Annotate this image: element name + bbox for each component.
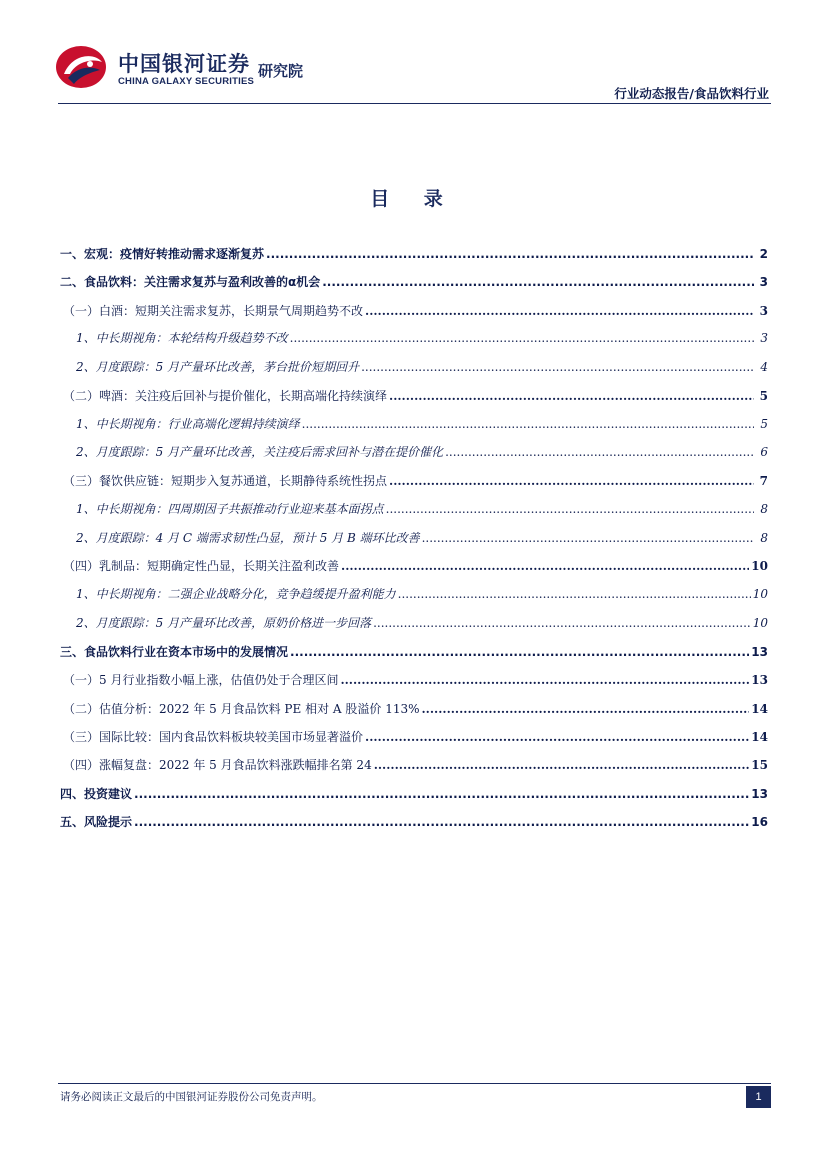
- toc-entry[interactable]: [60, 812, 768, 830]
- toc-leader-dots: [389, 473, 754, 489]
- toc-entry[interactable]: [60, 699, 768, 717]
- toc-leader-dots: [386, 501, 754, 517]
- toc-entry-title: 1、中长期视角：行业高端化逻辑持续演绎: [76, 417, 300, 431]
- report-type-label: 行业动态报告/食品饮料行业: [614, 86, 769, 101]
- toc-entry-page: 15: [751, 758, 768, 772]
- toc-entry-title: （四）涨幅复盘：2022 年 5 月食品饮料涨跌幅排名第 24: [63, 758, 372, 772]
- toc-leader-dots: [290, 330, 754, 346]
- toc-entry[interactable]: [60, 499, 768, 517]
- toc-leader-dots: [398, 586, 751, 602]
- toc-entry-title: （三）国际比较：国内食品饮料板块较美国市场显著溢价: [63, 730, 364, 744]
- toc-leader-dots: [341, 558, 749, 574]
- toc-entry[interactable]: [60, 528, 768, 546]
- toc-entry-page: 4: [760, 360, 768, 374]
- toc-entry[interactable]: [60, 244, 768, 262]
- toc-leader-dots: [134, 814, 749, 830]
- toc-entry-title: 四、投资建议: [60, 787, 133, 801]
- page-number-badge: 1: [746, 1086, 771, 1108]
- toc-entry-page: 5: [759, 389, 768, 403]
- toc-entry[interactable]: [60, 584, 768, 602]
- toc-entry-page: 3: [760, 331, 768, 345]
- toc-entry-page: 6: [760, 445, 768, 459]
- toc-entry[interactable]: [60, 471, 768, 489]
- toc-entry-title: 一、宏观：疫情好转推动需求逐渐复苏: [60, 247, 265, 261]
- header-divider: [58, 103, 771, 104]
- toc-leader-dots: [422, 530, 754, 546]
- footer-disclaimer: 请务必阅读正文最后的中国银河证券股份公司免责声明。: [60, 1091, 323, 1103]
- toc-entry-title: 2、月度跟踪：5 月产量环比改善，茅台批价短期回升: [76, 360, 360, 374]
- toc-leader-dots: [365, 303, 754, 319]
- toc-entry[interactable]: [60, 357, 768, 375]
- toc-leader-dots: [389, 388, 754, 404]
- toc-entry-title: （一）5 月行业指数小幅上涨，估值仍处于合理区间: [63, 673, 339, 687]
- toc-entry-page: 5: [760, 417, 768, 431]
- toc-entry-page: 13: [751, 645, 768, 659]
- toc-entry-title: 二、食品饮料：关注需求复苏与盈利改善的α机会: [60, 275, 321, 289]
- toc-leader-dots: [445, 444, 754, 460]
- toc-entry-title: 1、中长期视角：二强企业战略分化，竞争趋缓提升盈利能力: [76, 587, 396, 601]
- toc-entry-title: 五、风险提示: [60, 815, 133, 829]
- logo-english-name: CHINA GALAXY SECURITIES: [118, 76, 255, 87]
- toc-entry[interactable]: [60, 670, 768, 688]
- toc-entry[interactable]: [60, 755, 768, 773]
- toc-entry[interactable]: [60, 556, 768, 574]
- galaxy-logo-icon: [54, 44, 108, 90]
- toc-leader-dots: [374, 757, 750, 773]
- toc-leader-dots: [373, 615, 751, 631]
- toc-entry-title: （四）乳制品：短期确定性凸显，长期关注盈利改善: [63, 559, 340, 573]
- toc-entry-page: 8: [760, 531, 768, 545]
- toc-entry-title: （二）啤酒：关注疫后回补与提价催化，长期高端化持续演绎: [63, 389, 388, 403]
- toc-leader-dots: [302, 416, 754, 432]
- toc-entry[interactable]: [60, 613, 768, 631]
- toc-entry-page: 13: [751, 673, 768, 687]
- toc-entry[interactable]: [60, 328, 768, 346]
- toc-entry[interactable]: [60, 442, 768, 460]
- toc-entry-title: （一）白酒：短期关注需求复苏，长期景气周期趋势不改: [63, 304, 364, 318]
- toc-entry-title: 三、食品饮料行业在资本市场中的发展情况: [60, 645, 289, 659]
- toc-entry-page: 14: [751, 702, 768, 716]
- toc-entry-title: 2、月度跟踪：5 月产量环比改善，原奶价格进一步回落: [76, 616, 372, 630]
- toc-entry[interactable]: [60, 784, 768, 802]
- toc-entry-page: 2: [759, 247, 768, 261]
- toc-entry-title: 2、月度跟踪：4 月 C 端需求韧性凸显，预计 5 月 B 端环比改善: [76, 531, 420, 545]
- logo-chinese-name: 中国银河证券: [118, 52, 250, 76]
- toc-leader-dots: [290, 644, 749, 660]
- toc-entry[interactable]: [60, 414, 768, 432]
- toc-leader-dots: [322, 274, 754, 290]
- toc-entry-page: 7: [759, 474, 768, 488]
- toc-entry-title: 1、中长期视角：四周期因子共振推动行业迎来基本面拐点: [76, 502, 384, 516]
- toc-entry[interactable]: [60, 727, 768, 745]
- toc-entry[interactable]: [60, 301, 768, 319]
- footer-divider: [58, 1083, 771, 1084]
- toc-entry-title: （二）估值分析：2022 年 5 月食品饮料 PE 相对 A 股溢价 113%: [63, 702, 420, 716]
- logo-institute-label: 研究院: [258, 62, 304, 80]
- toc-entry[interactable]: [60, 272, 768, 290]
- toc-entry[interactable]: [60, 386, 768, 404]
- toc-entry-page: 10: [751, 559, 768, 573]
- page-header: [0, 0, 827, 110]
- toc-entry-page: 14: [751, 730, 768, 744]
- toc-entry-page: 16: [751, 815, 768, 829]
- toc-leader-dots: [266, 246, 754, 262]
- toc-entry-title: 1、中长期视角：本轮结构升级趋势不改: [76, 331, 288, 345]
- toc-title: 目 录: [370, 188, 457, 210]
- toc-leader-dots: [340, 672, 749, 688]
- toc-entry[interactable]: [60, 642, 768, 660]
- toc-leader-dots: [365, 729, 749, 745]
- toc-entry-page: 3: [759, 275, 768, 289]
- toc-entry-title: 2、月度跟踪：5 月产量环比改善，关注疫后需求回补与潜在提价催化: [76, 445, 444, 459]
- toc-entry-title: （三）餐饮供应链：短期步入复苏通道，长期静待系统性拐点: [63, 474, 388, 488]
- toc-entry-page: 13: [751, 787, 768, 801]
- toc-leader-dots: [361, 359, 754, 375]
- toc-leader-dots: [134, 786, 749, 802]
- toc-leader-dots: [422, 701, 750, 717]
- toc-entry-page: 10: [752, 587, 768, 601]
- toc-entry-page: 10: [752, 616, 768, 630]
- toc-entry-page: 3: [759, 304, 768, 318]
- toc-entry-page: 8: [760, 502, 768, 516]
